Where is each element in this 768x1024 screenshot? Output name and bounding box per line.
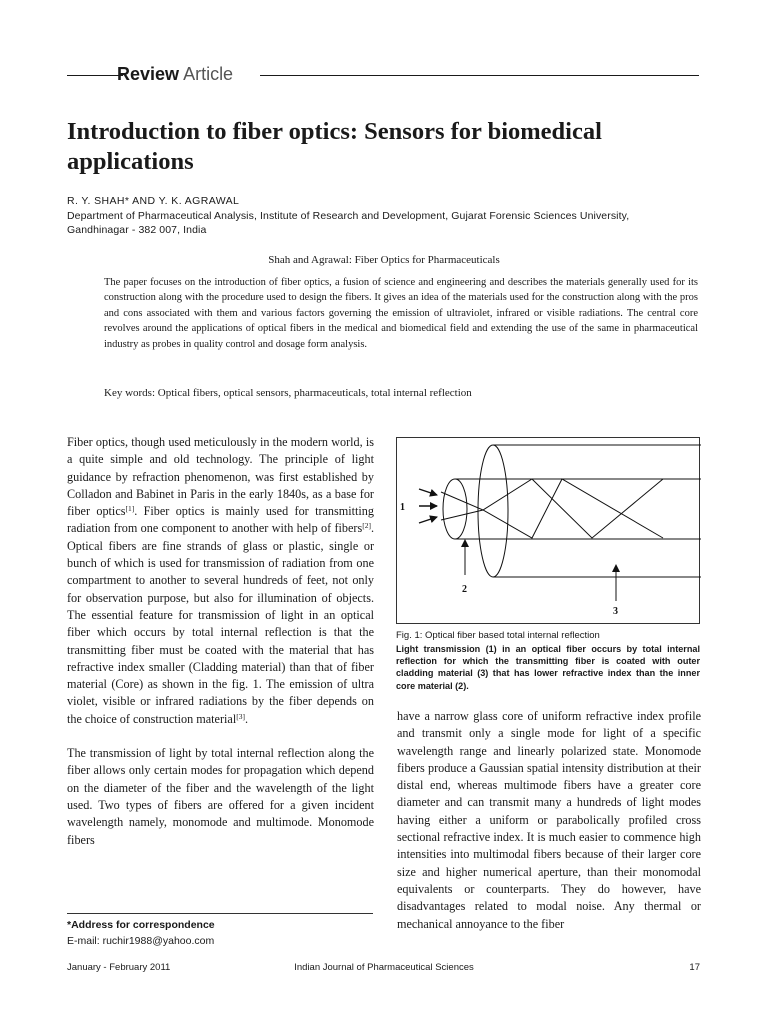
article-type-bold: Review	[117, 64, 180, 84]
running-title: Shah and Agrawal: Fiber Optics for Pharmaceuticals	[268, 254, 500, 266]
correspondence-label: *Address for correspondence	[67, 919, 215, 931]
fiber-diagram	[397, 438, 701, 625]
body-paragraph-3: have a narrow glass core of uniform refractive index profile and transmit only a single mode for light of a specific wavelength range and linearly polarized state. Monomode fibers produce a Gaussian spatial intensity distribution at their distal end, whereas multimode fibers have a greater core diameter and can transmit many a hundreds of light modes having either a uniform or parabolically profiled cross sectional refractive index. It is much easier to commence high intensities into multimodal fibers because of their larger core size and higher numerical aperture, than their monomodal equivalents or counterparts. They do however, have disadvantages related to modal noise. Any thermal or mechanical annoyance to the fiber	[397, 709, 701, 931]
correspondence-email[interactable]: E-mail: ruchir1988@yahoo.com	[67, 935, 215, 947]
citation-ref[interactable]: [3]	[236, 711, 245, 721]
light-ray-lower	[441, 479, 663, 538]
footer-date: January - February 2011	[67, 962, 171, 973]
figure-label-1: 1	[400, 502, 405, 513]
figure-label-3: 3	[613, 606, 618, 617]
authors: R. Y. SHAH* AND Y. K. AGRAWAL	[67, 195, 240, 207]
article-type-rest: Article	[183, 64, 234, 84]
article-type-label	[117, 63, 233, 85]
body-right-column	[397, 708, 701, 933]
body-left-column	[67, 434, 374, 849]
footnote-rule	[67, 913, 373, 914]
body-paragraph-1: Fiber optics, though used meticulously in the modern world, is a quite simple and old technology. The principle of light guidance by refraction phenomenon, was first established by Colladon and Babinet in Paris in the early 1840s, as a base for fiber optics[1]. Fiber optics is mainly used for transmitting radiation from one component to another with help of fibers[2]. Optical fibers are fine strands of glass or plastic, single or bunch of which is used for transmission of radiation from one compartment to another to several hundreds of feet, not only for observation purpose, but also for illumination of objects. The essential feature for transmission of light in an optical fiber which occurs by total internal reflection is that the transmitting fiber must be coated with the material that has refractive index smaller (Cladding material) than that of fiber material (Core) as shown in the fig. 1. The emission of ultra violet, visible or infrared radiations by the fiber depends on the choice of construction material[3].	[67, 435, 374, 726]
input-arrow	[419, 489, 437, 495]
citation-ref[interactable]: [2]	[362, 521, 371, 531]
figure-label-2: 2	[462, 584, 467, 595]
body-paragraph-2: The transmission of light by total internal reflection along the fiber allows only certain modes for propagation which depend on the diameter of the fiber and the wavelength of the light used. Two types of fibers are offered for a given incident wavelength namely, monomode and multimode. Monomode fibers	[67, 746, 374, 847]
core-end-face	[443, 479, 467, 539]
affiliation: Department of Pharmaceutical Analysis, Institute of Research and Development, Gujarat Forensic Sciences University, Gandhinagar - 382 007, India	[67, 210, 630, 236]
figure-1	[396, 437, 700, 624]
figure-caption-title: Fig. 1: Optical fiber based total internal reflection	[396, 630, 600, 641]
paper-title: Introduction to fiber optics: Sensors for biomedical applications	[67, 118, 602, 175]
citation-ref[interactable]: [1]	[125, 504, 135, 514]
keywords: Key words: Optical fibers, optical sensors, pharmaceuticals, total internal reflection	[104, 387, 472, 399]
footer-page-number: 17	[689, 962, 700, 973]
light-ray-upper	[441, 479, 663, 538]
abstract: The paper focuses on the introduction of fiber optics, a fusion of science and engineering and describes the materials generally used for its construction along with the procedure used to design the fibers. It gives an idea of the materials used for the construction along with the pros and cons associated with them and various factors governing the emission of ultraviolet, infrared or visible radiations. The central core revolves around the applications of optical fibers in the medical and biomedical field and extending the use of the same in pharmaceutical industry as probes in quality control and dosage form analysis.	[104, 277, 698, 350]
input-arrow	[419, 517, 437, 523]
cladding-end-face	[478, 445, 508, 577]
figure-caption-text: Light transmission (1) in an optical fiber occurs by total internal reflection for which the transmitting fiber is coated with outer cladding material (3) that has lower refractive index than the inner core material (2).	[396, 644, 700, 691]
footer-journal: Indian Journal of Pharmaceutical Sciences	[294, 962, 474, 973]
